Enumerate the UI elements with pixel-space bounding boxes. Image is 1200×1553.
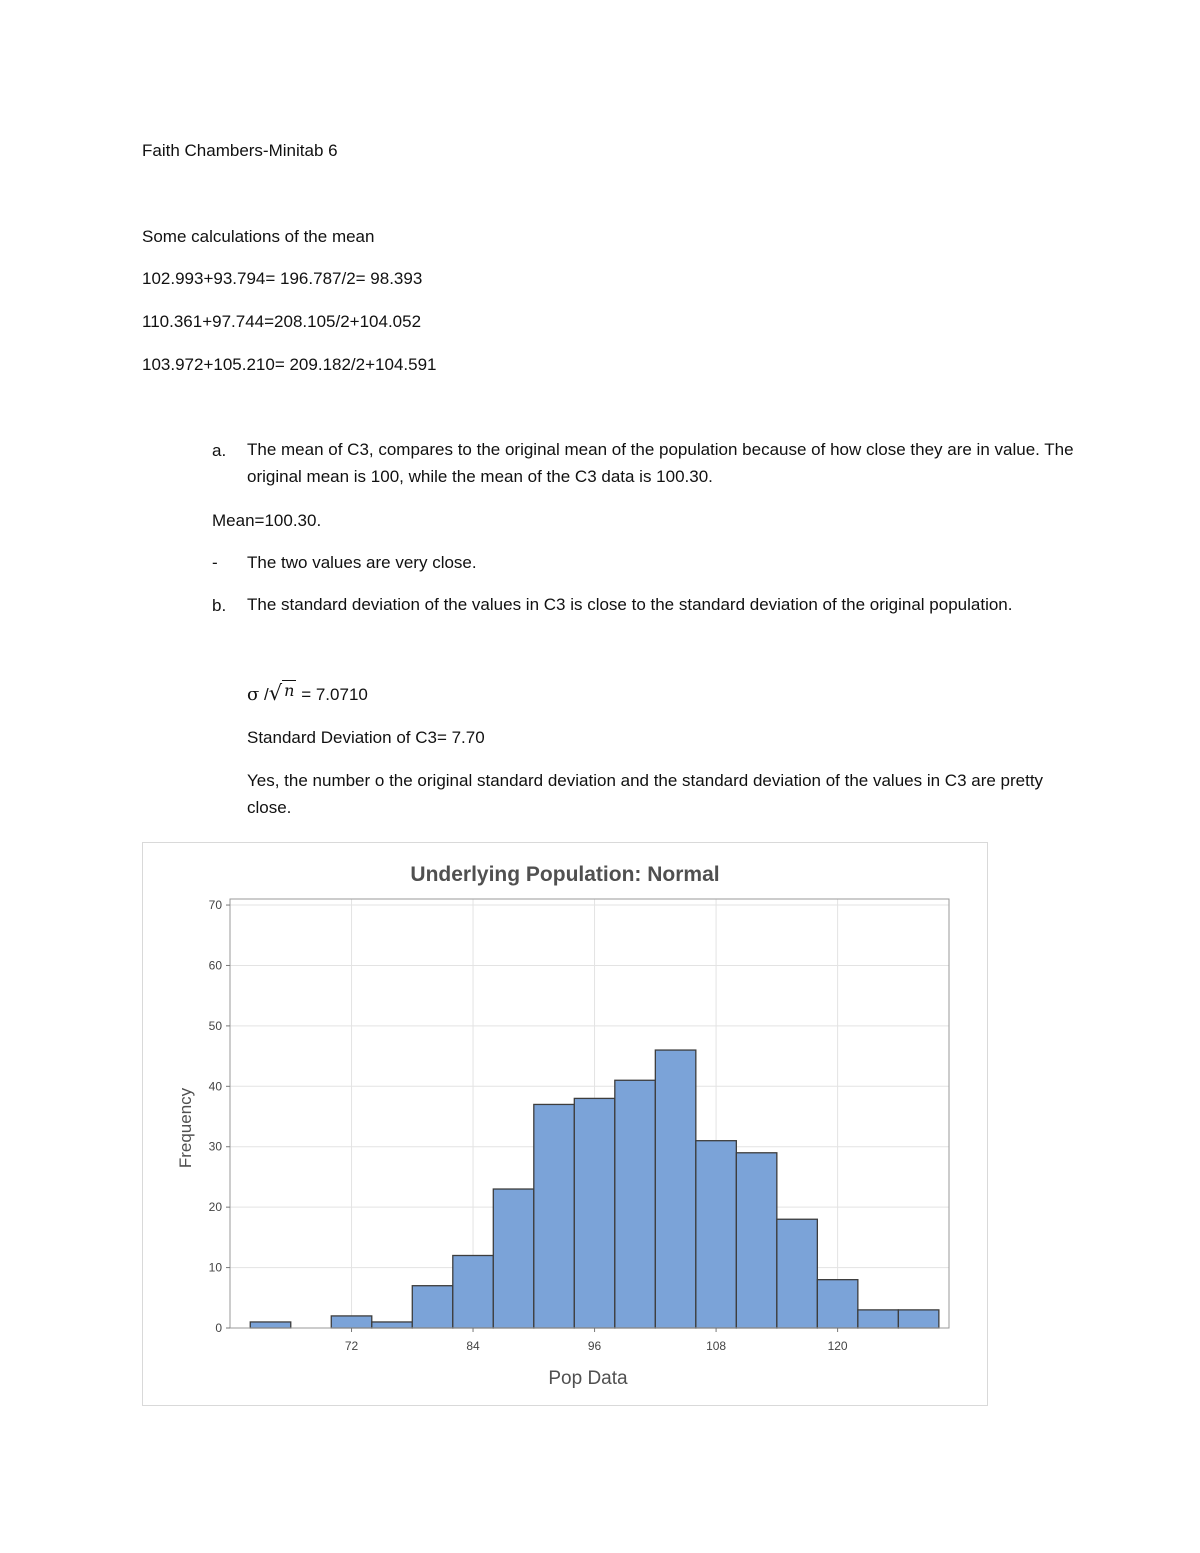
- calculation-line: 102.993+93.794= 196.787/2= 98.393: [142, 269, 423, 288]
- histogram-bar: [453, 1255, 494, 1328]
- y-tick-label: 30: [208, 1139, 222, 1154]
- x-tick-label: 72: [344, 1339, 359, 1353]
- histogram-bar: [655, 1050, 696, 1328]
- histogram-bar: [736, 1153, 777, 1328]
- mean-line: Mean=100.30.: [212, 511, 322, 530]
- square-root-icon: √: [268, 681, 283, 705]
- chart-title: Underlying Population: Normal: [410, 863, 720, 886]
- x-axis-label: Pop Data: [548, 1368, 628, 1389]
- sigma-symbol: σ: [247, 684, 260, 705]
- document-title: Faith Chambers-Minitab 6: [142, 141, 338, 160]
- histogram-chart: [143, 843, 987, 1405]
- y-axis-label: Frequency: [176, 1087, 195, 1169]
- histogram-bar: [858, 1310, 899, 1328]
- histogram-bar: [250, 1322, 291, 1328]
- dash-item-text: The two values are very close.: [247, 553, 477, 572]
- sigma-over-root-n-formula: [247, 682, 368, 706]
- histogram-bar: [412, 1286, 453, 1328]
- list-marker-b: b.: [212, 596, 227, 615]
- x-tick-label: 96: [587, 1339, 602, 1353]
- x-tick-label: 120: [827, 1339, 848, 1353]
- histogram-bar: [898, 1310, 939, 1328]
- histogram-bar: [817, 1280, 858, 1328]
- histogram-bar: [331, 1316, 372, 1328]
- formula-result: = 7.0710: [301, 685, 368, 704]
- y-tick-label: 60: [208, 958, 222, 973]
- standard-deviation-line: Standard Deviation of C3= 7.70: [247, 728, 485, 747]
- y-tick-label: 50: [208, 1018, 222, 1033]
- y-tick-label: 40: [208, 1079, 222, 1094]
- x-tick-label: 108: [706, 1339, 727, 1353]
- histogram-bar: [534, 1104, 575, 1328]
- histogram-bar: [493, 1189, 534, 1328]
- formula-slash: /: [264, 685, 269, 704]
- y-tick-label: 70: [208, 898, 222, 913]
- list-marker-a: a.: [212, 441, 227, 460]
- y-tick-label: 10: [208, 1260, 222, 1275]
- histogram-bar: [696, 1141, 737, 1328]
- histogram-chart-frame: [142, 842, 988, 1406]
- histogram-bar: [372, 1322, 413, 1328]
- formula-n: n: [284, 681, 295, 700]
- calculation-line: 110.361+97.744=208.105/2+104.052: [142, 312, 422, 331]
- conclusion-text: Yes, the number o the original standard deviation and the standard deviation of the values in C3 are pretty close.: [247, 771, 1044, 817]
- calculations-heading: Some calculations of the mean: [142, 227, 375, 246]
- dash-marker: -: [212, 553, 218, 572]
- histogram-bar: [574, 1098, 615, 1328]
- answer-a-text: The mean of C3, compares to the original mean of the population because of how close they are in value. The original mean is 100, while the mean of the C3 data is 100.30.: [247, 440, 1074, 486]
- histogram-bar: [777, 1219, 818, 1328]
- calculation-line: 103.972+105.210= 209.182/2+104.591: [142, 355, 437, 374]
- y-tick-label: 20: [208, 1200, 222, 1215]
- x-tick-label: 84: [466, 1339, 480, 1353]
- y-tick-label: 0: [215, 1321, 222, 1335]
- answer-b-text: The standard deviation of the values in C3 is close to the standard deviation of the original population.: [247, 595, 1013, 614]
- histogram-bar: [615, 1080, 656, 1328]
